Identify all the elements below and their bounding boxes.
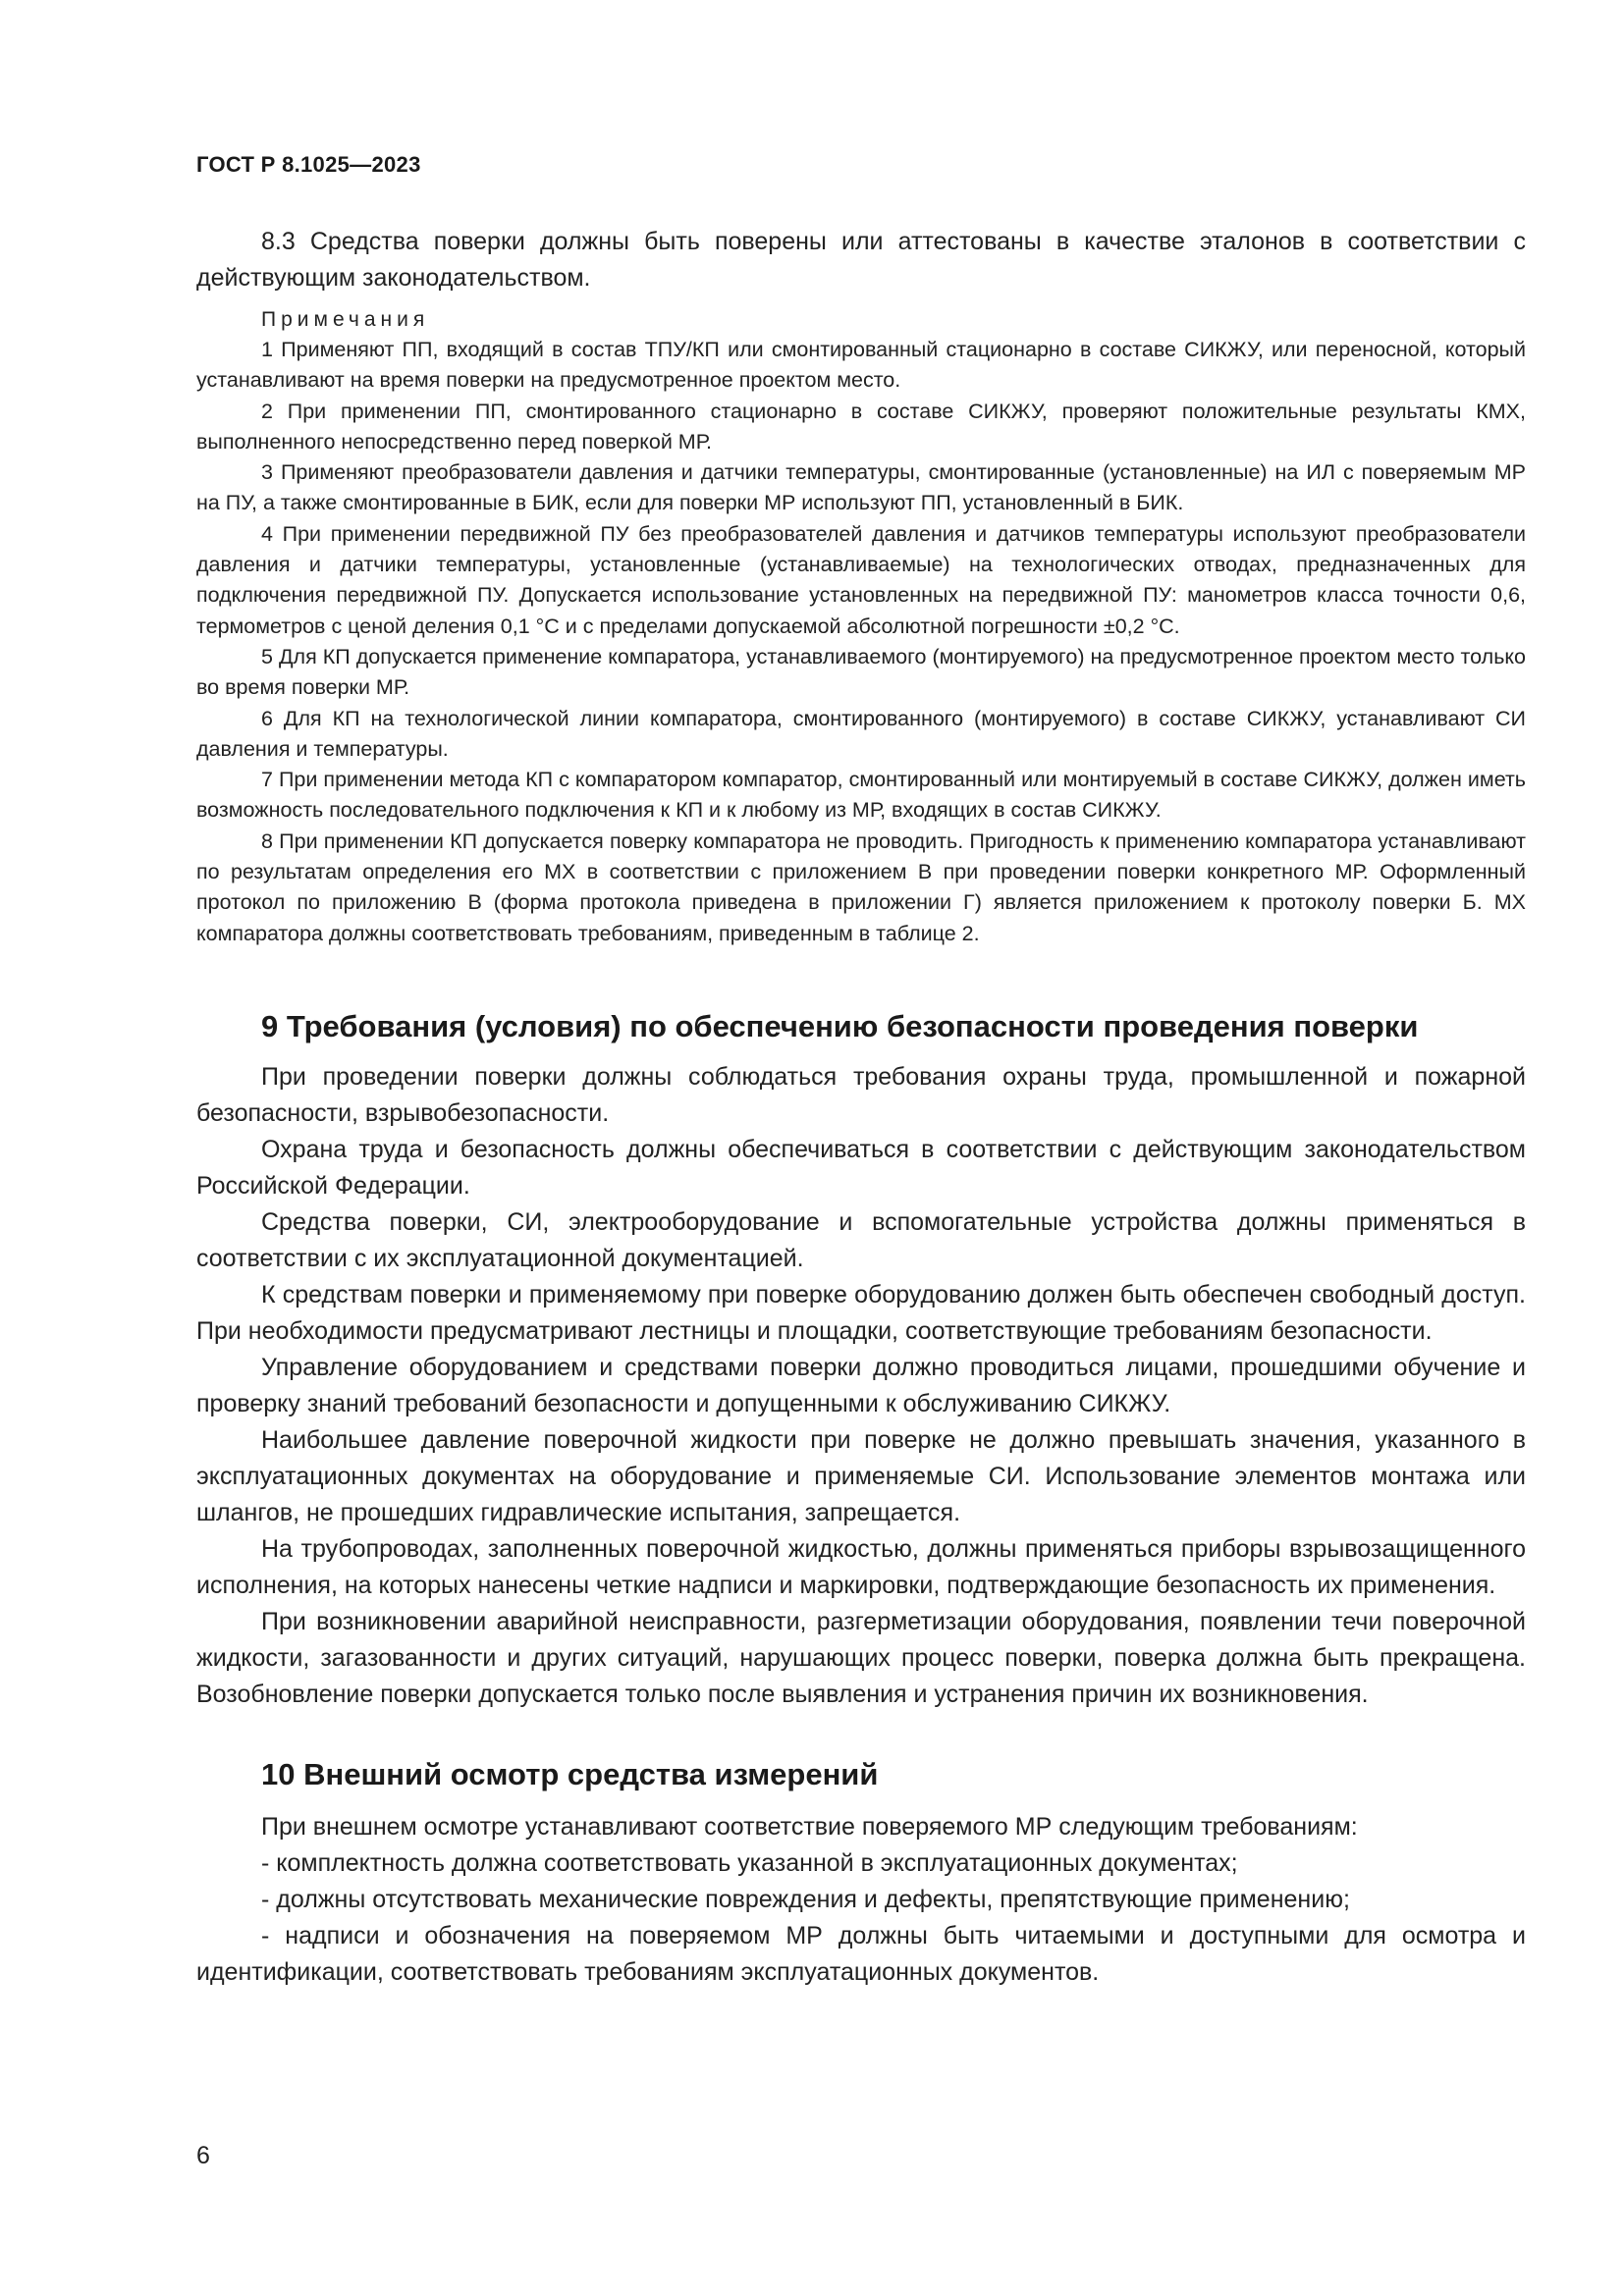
section-10-list-item: - надписи и обозначения на поверяемом МР должны быть читаемыми и доступными для осмотра и идентификации, соответствовать требованиям эксплуатационных документов. — [196, 1921, 1526, 1986]
section-9-paragraph: На трубопроводах, заполненных поверочной жидкостью, должны применяться приборы взрывозащищенного исполнения, на которых нанесены четкие надписи и маркировки, подтверждающие безопасность их применения. — [196, 1534, 1526, 1599]
note-8: 8 При применении КП допускается поверку компаратора не проводить. Пригодность к применению компаратора устанавливают по результатам определения его МХ в соответствии с приложением В при проведении поверки конкретного МР. Оформленный протокол по приложению В (форма протокола приведена в приложении Г) является приложением к протоколу поверки Б. МХ компаратора должны соответствовать требованиям, приведенным в таблице 2. — [196, 828, 1526, 945]
page-content — [196, 224, 1526, 1991]
note-2: 2 При применении ПП, смонтированного стационарно в составе СИКЖУ, проверяют положительные результаты КМХ, выполненного непосредственно перед поверкой МР. — [196, 399, 1526, 454]
section-10-body — [196, 1809, 1526, 1991]
note-1: 1 Применяют ПП, входящий в состав ТПУ/КП или смонтированный стационарно в составе СИКЖУ, или переносной, который устанавливают на время поверки на предусмотренное проектом место. — [196, 338, 1526, 393]
note-3: 3 Применяют преобразователи давления и датчики температуры, смонтированные (установленные) на ИЛ с поверяемым МР на ПУ, а также смонтированные в БИК, если для поверки МР используют ПП, установленный в БИК. — [196, 460, 1526, 515]
note-7: 7 При применении метода КП с компаратором компаратор, смонтированный или монтируемый в составе СИКЖУ, должен иметь возможность последовательного подключения к КП и к любому из МР, входящих в состав СИКЖУ. — [196, 768, 1526, 823]
note-5: 5 Для КП допускается применение компаратора, устанавливаемого (монтируемого) на предусмотренное проектом место только во время поверки МР. — [196, 644, 1526, 700]
section-10-list-item: - комплектность должна соответствовать указанной в эксплуатационных документах; — [261, 1848, 1238, 1877]
notes-block — [196, 304, 1526, 949]
section-10-list-item: - должны отсутствовать механические повреждения и дефекты, препятствующие применению; — [261, 1885, 1350, 1913]
section-8-continuation — [196, 224, 1526, 296]
section-9-paragraph: Средства поверки, СИ, электрооборудование и вспомогательные устройства должны применяться в соответствии с их эксплуатационной документацией. — [196, 1207, 1526, 1272]
section-9-paragraph: К средствам поверки и применяемому при поверке оборудованию должен быть обеспечен свободный доступ. При необходимости предусматривают лестницы и площадки, соответствующие требованиям безопасности. — [196, 1280, 1526, 1345]
section-9-paragraph: При возникновении аварийной неисправности, разгерметизации оборудования, появлении течи поверочной жидкости, загазованности и других ситуаций, нарушающих процесс поверки, поверка должна быть прекращена. Возобновление поверки допускается только после выявления и устранения причин их возникновения. — [196, 1607, 1526, 1708]
section-10-paragraph: При внешнем осмотре устанавливают соответствие поверяемого МР следующим требованиям: — [261, 1812, 1358, 1841]
section-9-heading: 9 Требования (условия) по обеспечению безопасности проведения поверки — [261, 1008, 1419, 1043]
note-4: 4 При применении передвижной ПУ без преобразователей давления и датчиков температуры используют преобразователи давления и датчики температуры, установленные (устанавливаемые) на технологических отводах, предназначенных для подключения передвижной ПУ. Допускается использование установленных на передвижной ПУ: манометров класса точности 0,6, термометров с ценой деления 0,1 °С и с пределами допускаемой абсолютной погрешности ±0,2 °С. — [196, 521, 1526, 638]
notes-title: Примечания — [261, 308, 430, 331]
section-9-paragraph: При проведении поверки должны соблюдаться требования охраны труда, промышленной и пожарной безопасности, взрывобезопасности. — [196, 1062, 1526, 1127]
paragraph-8-3: 8.3 Средства поверки должны быть поверены или аттестованы в качестве эталонов в соответствии с действующим законодательством. — [196, 228, 1526, 292]
note-6: 6 Для КП на технологической линии компаратора, смонтированного (монтируемого) в составе СИКЖУ, устанавливают СИ давления и температуры. — [196, 706, 1526, 761]
page-number: 6 — [196, 2142, 210, 2169]
section-9-body — [196, 1059, 1526, 1713]
section-10-heading: 10 Внешний осмотр средства измерений — [261, 1756, 879, 1791]
section-9-paragraph: Управление оборудованием и средствами поверки должно проводиться лицами, прошедшими обучение и проверку знаний требований безопасности и допущенными к обслуживанию СИКЖУ. — [196, 1353, 1526, 1417]
section-9-paragraph: Охрана труда и безопасность должны обеспечиваться в соответствии с действующим законодательством Российской Федерации. — [196, 1135, 1526, 1200]
document-code-header: ГОСТ Р 8.1025—2023 — [196, 152, 421, 177]
section-9-paragraph: Наибольшее давление поверочной жидкости при поверке не должно превышать значения, указанного в эксплуатационных документах на оборудование и применяемые СИ. Использование элементов монтажа или шлангов, не прошедших гидравлические испытания, запрещается. — [196, 1425, 1526, 1526]
